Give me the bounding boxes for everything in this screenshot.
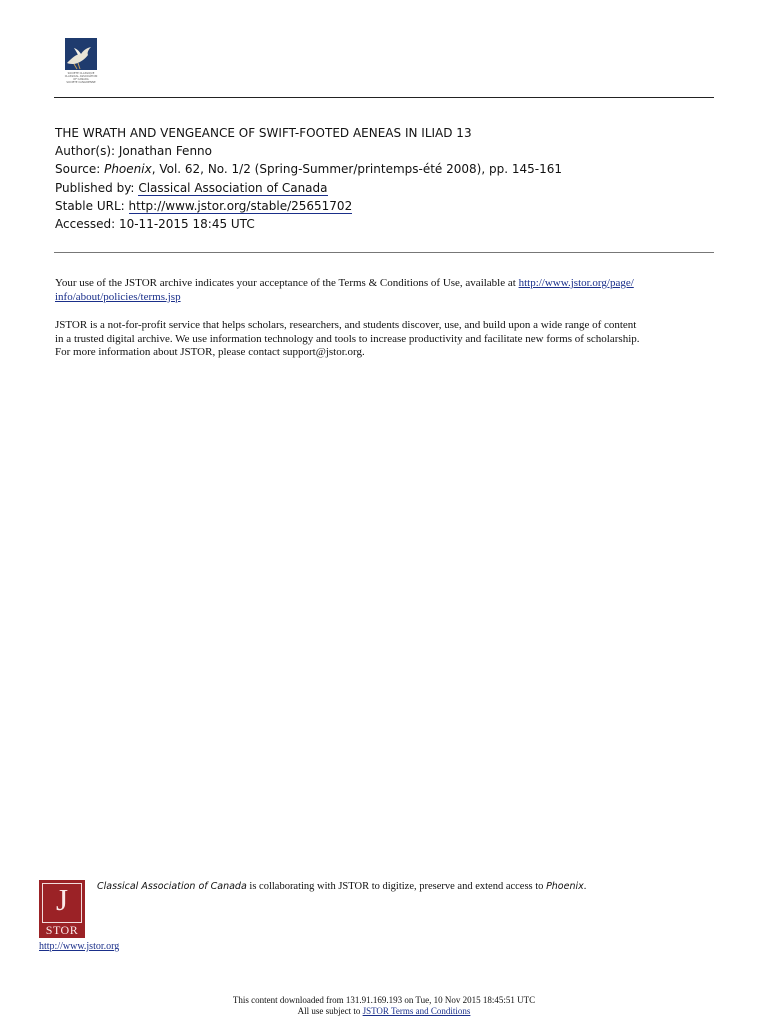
downloaded-line: This content downloaded from 131.91.169.193 on Tue, 10 Nov 2015 18:45:51 UTC [232,995,536,1005]
accessed-label: Accessed: [55,217,116,232]
published-by-line [55,179,562,197]
publisher-link[interactable]: Classical Association of Canada [138,180,328,195]
terms-url-link[interactable]: http://www.jstor.org/page/ info/about/policies/terms.jsp [55,277,634,303]
middle-divider [54,252,714,253]
stable-url-link[interactable]: http://www.jstor.org/stable/25651702 [128,198,353,213]
collaboration-statement [97,880,586,893]
terms-text: Your use of the JSTOR archive indicates your acceptance of the Terms & Conditions of Use, available at [55,277,516,289]
collab-journal: Phoenix [546,881,584,892]
terms-line [0,1006,768,1017]
jstor-logo [39,880,85,938]
terms-notice [55,277,715,304]
accessed-value: 10-11-2015 18:45 UTC [118,217,255,232]
about-jstor-notice [55,319,715,360]
article-metadata [55,124,562,233]
jstor-logo-word: STOR [45,923,79,937]
collab-partner: Classical Association of Canada [97,881,247,892]
top-divider [54,97,714,98]
collab-middle: is collaborating with JSTOR to digitize, preserve and extend access to [246,881,547,892]
jstor-home-link[interactable]: http://www.jstor.org [39,941,120,952]
about-line-3: For more information about JSTOR, please contact support@jstor.org. [55,346,365,359]
source-label: Source: [55,162,101,177]
source-details: , Vol. 62, No. 1/2 (Spring-Summer/printemps-été 2008), pp. 145-161 [151,162,562,177]
source-line [55,160,562,178]
published-by-label: Published by: [55,180,135,195]
terms-prefix: All use subject to [297,1006,363,1016]
authors-line [55,142,562,160]
publisher-logo-text: SOCIETE CLASSIQUE CLASSICAL ASSOCIATION OF CANADA SOCIETE CANADIENNE [64,72,98,84]
stable-url-line [55,197,562,215]
publisher-logo [54,38,108,88]
article-title: THE WRATH AND VENGEANCE OF SWIFT-FOOTED AENEAS IN ILIAD 13 [55,126,472,140]
collab-end: . [583,881,587,892]
bird-logo-icon [64,42,98,72]
stable-url-label: Stable URL: [55,198,125,213]
authors-label: Author(s): [55,144,116,159]
accessed-line [55,215,562,233]
jstor-logo-letter: J [55,882,69,917]
authors-value: Jonathan Fenno [118,144,212,159]
terms-conditions-link[interactable]: JSTOR Terms and Conditions [362,1006,471,1016]
download-footer [0,995,768,1017]
about-line-2: in a trusted digital archive. We use information technology and tools to increase productivity and facilitate new forms of scholarship. [55,332,640,345]
about-line-1: JSTOR is a not-for-profit service that helps scholars, researchers, and students discover, use, and build upon a wide range of content [55,319,637,331]
source-journal: Phoenix [104,162,152,177]
